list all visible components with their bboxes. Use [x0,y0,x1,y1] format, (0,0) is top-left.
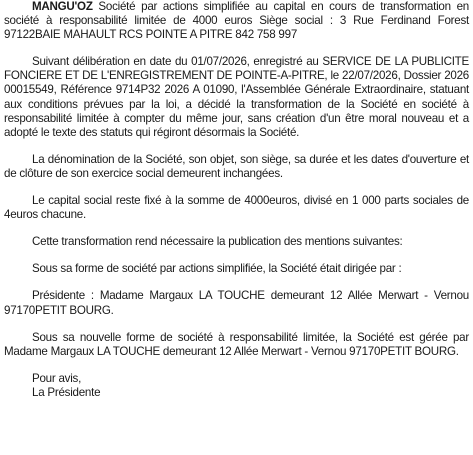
unchanged-items-paragraph: La dénomination de la Société, son objet, son siège, sa durée et les dates d'ouverture et de clôture de son exercice social demeurent inchangées. [4,152,469,180]
notice-header-paragraph [4,0,469,42]
legal-notice [4,0,469,400]
signatory-line: La Présidente [32,385,101,399]
company-details: Société par actions simplifiée au capital en cours de transformation en société à responsabilité limitée de 4000 euros Siège social : 3 Rue Ferdinand Forest 97122BAIE MAHAULT RCS POINTE A PITRE 842 758 997 [4,0,469,42]
capital-paragraph: Le capital social reste fixé à la somme de 4000euros, divisé en 1 000 parts sociales de 4euros chacune. [4,194,469,222]
president-paragraph: Présidente : Madame Margaux LA TOUCHE demeurant 12 Allée Merwart - Vernou 97170PETIT BOURG. [4,289,469,317]
company-name: MANGU'OZ [32,0,93,13]
new-management-paragraph: Sous sa nouvelle forme de société à responsabilité limitée, la Société est gérée par Madame Margaux LA TOUCHE demeurant 12 Allée Merwart - Vernou 97170PETIT BOURG. [4,330,469,358]
publication-paragraph: Cette transformation rend nécessaire la publication des mentions suivantes: [32,235,403,249]
deliberation-paragraph: Suivant délibération en date du 01/07/2026, enregistré au SERVICE DE LA PUBLICITE FONCIERE ET DE L'ENREGISTREMENT DE POINTE-A-PITRE, le 22/07/2026, Dossier 2026 00015549, Référence 9714P32 2026 A 01090, l'Assemblée Générale Extraordinaire, statuant aux conditions prévues par la loi, a décidé la transformation de la Société en société à responsabilité limitée à compter du même jour, sans création d'un être moral nouveau et a adopté le texte des statuts qui régiront désormais la Société. [4,55,469,139]
former-management-paragraph: Sous sa forme de société par actions simplifiée, la Société était dirigée par : [32,262,402,276]
closing-line: Pour avis, [32,371,82,385]
